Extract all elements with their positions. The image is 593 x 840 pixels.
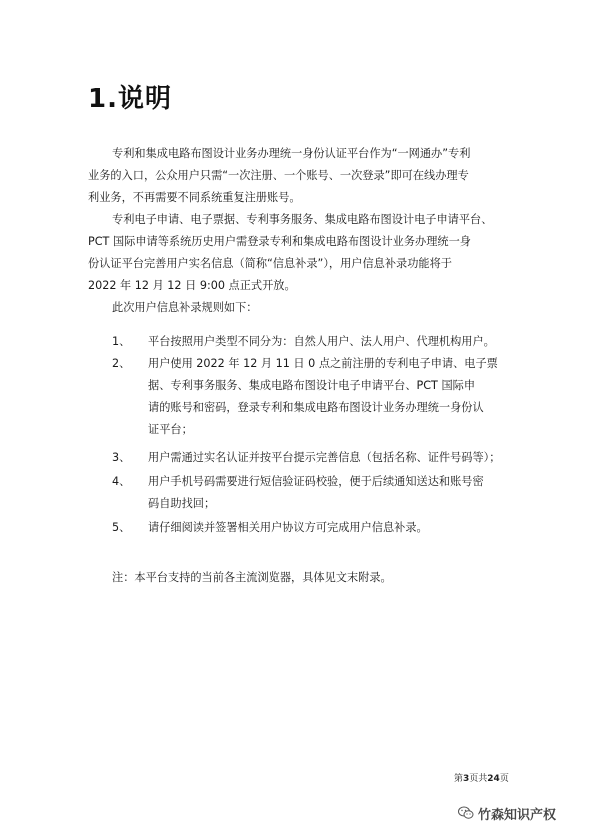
rule-line: 用户手机号码需要进行短信验证码校验，便于后续通知送达和账号密 (148, 475, 484, 488)
rule-line: 用户需通过实名认证并按平台提示完善信息（包括名称、证件号码等）； (148, 451, 501, 464)
rule-number: 2、 (112, 357, 131, 370)
intro-paragraph (88, 143, 506, 209)
rule-line: 据、专利事务服务、集成电路布图设计电子申请平台、PCT 国际申 (148, 379, 476, 392)
rule-text (148, 447, 508, 469)
background-line-3: 份认证平台完善用户实名信息（简称“信息补录”），用户信息补录功能将于 (88, 257, 452, 270)
watermark (458, 803, 556, 823)
section-heading: 1.说明 (88, 84, 172, 114)
rule-text (148, 331, 508, 353)
rule-number: 1、 (112, 335, 131, 348)
watermark-text: 竹森知识产权 (478, 807, 557, 823)
rule-number: 3、 (112, 451, 131, 464)
rule-text (148, 353, 508, 441)
background-line-1: 专利电子申请、电子票据、专利事务服务、集成电路布图设计电子申请平台、 (112, 213, 493, 226)
rule-number: 4、 (112, 475, 131, 488)
rules-intro-paragraph (88, 297, 506, 319)
intro-line-2: 业务的入口，公众用户只需“一次注册、一个账号、一次登录”即可在线办理专 (88, 169, 469, 182)
intro-line-3: 利业务，不再需要不同系统重复注册账号。 (88, 191, 301, 204)
page-number-total: 24 (487, 774, 500, 784)
wechat-icon (458, 806, 474, 820)
browser-note: 注：本平台支持的当前各主流浏览器，具体见文末附录。 (112, 571, 392, 584)
rule-text (148, 471, 508, 515)
rule-line: 请仔细阅读并签署相关用户协议方可完成用户信息补录。 (148, 521, 428, 534)
rule-line: 请的账号和密码，登录专利和集成电路布图设计业务办理统一身份认 (148, 401, 484, 414)
intro-line-1: 专利和集成电路布图设计业务办理统一身份认证平台作为“一网通办”专利 (112, 147, 471, 160)
page-number-middle: 页共 (469, 774, 488, 784)
page-number-suffix: 页 (499, 774, 509, 784)
rule-number: 5、 (112, 521, 131, 534)
background-paragraph (88, 209, 506, 297)
background-line-4: 2022 年 12 月 12 日 9:00 点正式开放。 (88, 279, 296, 292)
rule-line: 平台按照用户类型不同分为：自然人用户、法人用户、代理机构用户。 (148, 335, 495, 348)
rule-line: 用户使用 2022 年 12 月 11 日 0 点之前注册的专利电子申请、电子票 (148, 357, 498, 370)
rule-line: 码自助找回； (148, 497, 216, 510)
rules-intro-line: 此次用户信息补录规则如下： (112, 301, 258, 314)
page-number-prefix: 第 (454, 774, 464, 784)
rule-text (148, 517, 508, 539)
background-line-2: PCT 国际申请等系统历史用户需登录专利和集成电路布图设计业务办理统一身 (88, 235, 471, 248)
page-number (454, 771, 509, 784)
page-number-current: 3 (463, 774, 470, 784)
rule-line: 证平台； (148, 423, 193, 436)
